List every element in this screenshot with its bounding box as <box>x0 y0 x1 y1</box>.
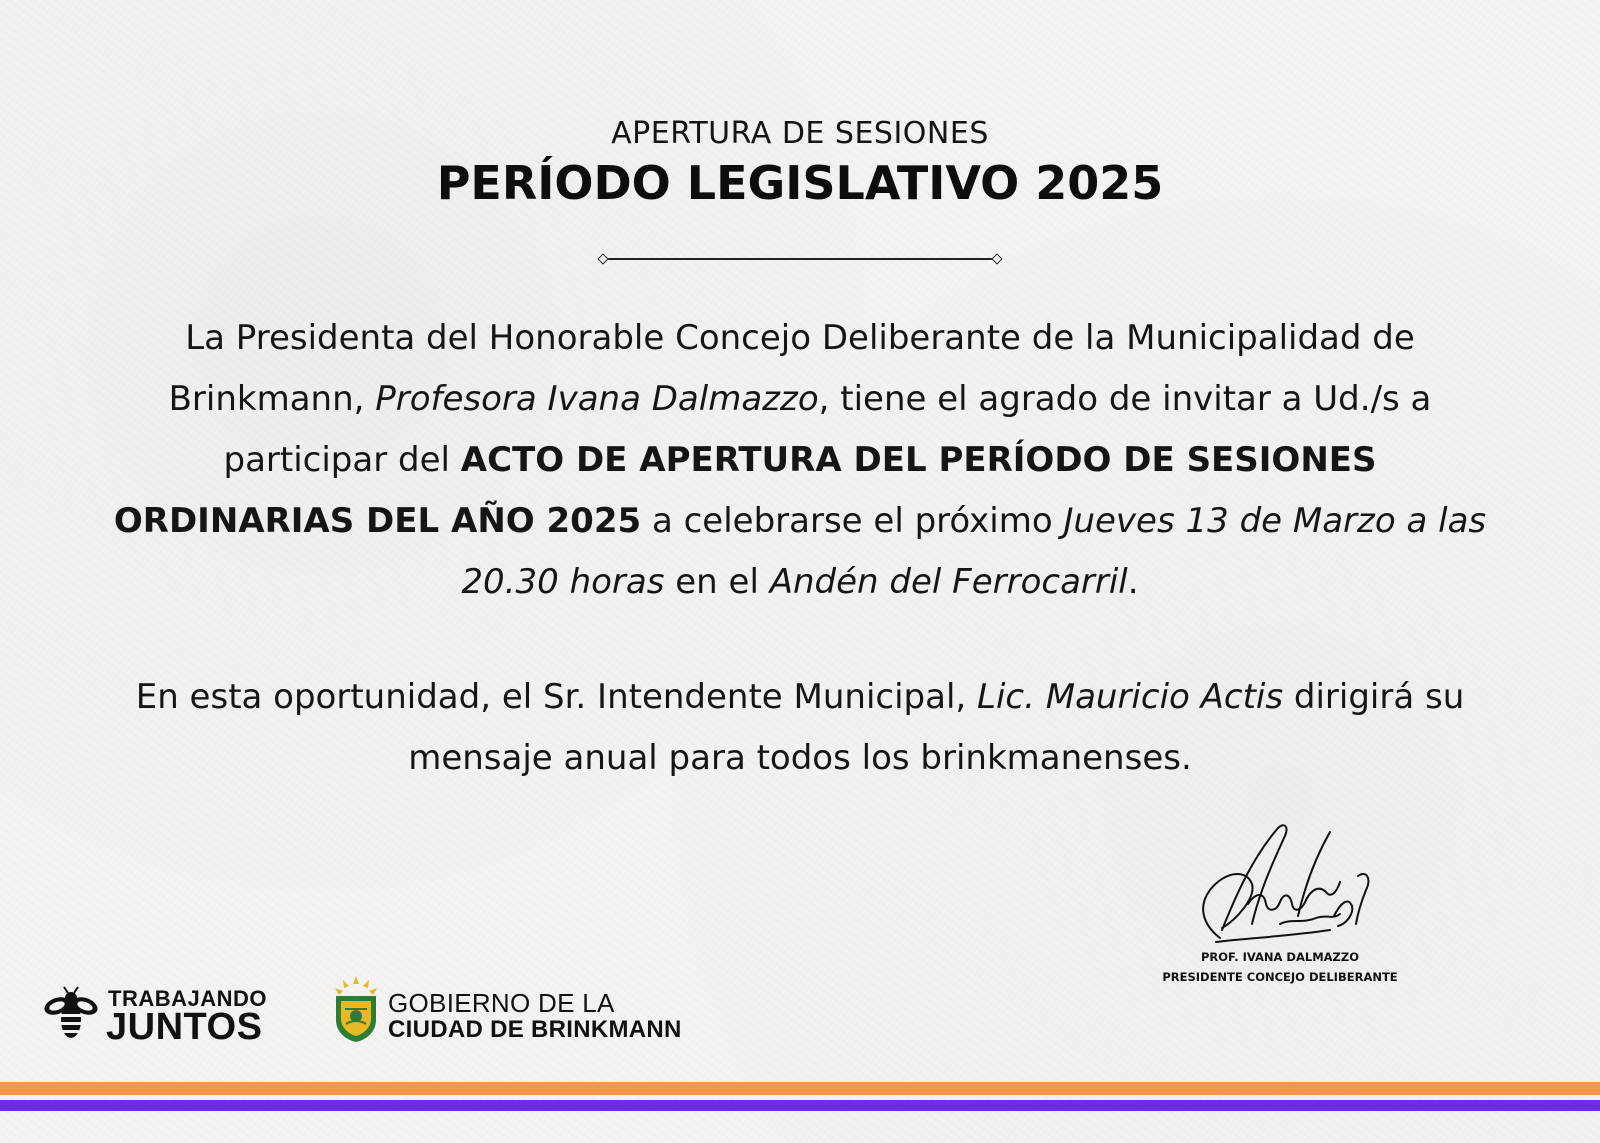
handwritten-signature <box>1180 820 1380 950</box>
paragraph-text: en el <box>664 562 770 602</box>
event-date: Jueves 13 de Marzo a las 20.30 horas <box>461 501 1487 602</box>
event-name: ACTO DE APERTURA DEL PERÍODO DE SESIONES ORDINARIAS DEL AÑO 2025 <box>113 440 1377 541</box>
juntos-line1: TRABAJANDO <box>108 986 267 1011</box>
paragraph-text: La Presidenta del Honorable Concejo Deliberante de la Municipalidad de Brinkmann, <box>168 318 1415 419</box>
juntos-line2: JUNTOS <box>106 1006 263 1048</box>
event-pretitle: APERTURA DE SESIONES <box>611 116 989 151</box>
intendente-name: Lic. Mauricio Actis <box>977 677 1284 717</box>
title-divider <box>604 258 996 260</box>
presidenta-name: Profesora Ivana Dalmazzo <box>375 379 819 419</box>
gobierno-brinkmann-logo <box>332 974 752 1044</box>
footer-stripe-purple <box>0 1100 1600 1111</box>
message-paragraph <box>110 667 1490 789</box>
city-shield-icon <box>332 974 380 1044</box>
event-location: Andén del Ferrocarril <box>769 562 1128 602</box>
bee-icon <box>42 986 100 1044</box>
trabajando-juntos-logo <box>42 984 312 1048</box>
gov-line2: CIUDAD DE BRINKMANN <box>388 1016 682 1043</box>
paragraph-text: . <box>1127 562 1139 602</box>
paragraph-text: a celebrarse el próximo <box>641 501 1064 541</box>
signatory-role: PRESIDENTE CONCEJO DELIBERANTE <box>1162 970 1398 984</box>
invitation-paragraph <box>110 308 1490 613</box>
footer-stripe-orange <box>0 1082 1600 1095</box>
paragraph-text: , tiene el agrado de invitar a Ud./s a participar del <box>223 379 1432 480</box>
signatory-name: PROF. IVANA DALMAZZO <box>1201 950 1359 964</box>
signature-block <box>1150 820 1410 990</box>
paragraph-text: En esta oportunidad, el Sr. Intendente Municipal, <box>135 677 978 717</box>
paragraph-text: dirigirá su mensaje anual para todos los brinkmanenses. <box>408 677 1465 778</box>
gov-line1: GOBIERNO DE LA <box>388 988 615 1018</box>
event-title: PERÍODO LEGISLATIVO 2025 <box>436 156 1164 210</box>
